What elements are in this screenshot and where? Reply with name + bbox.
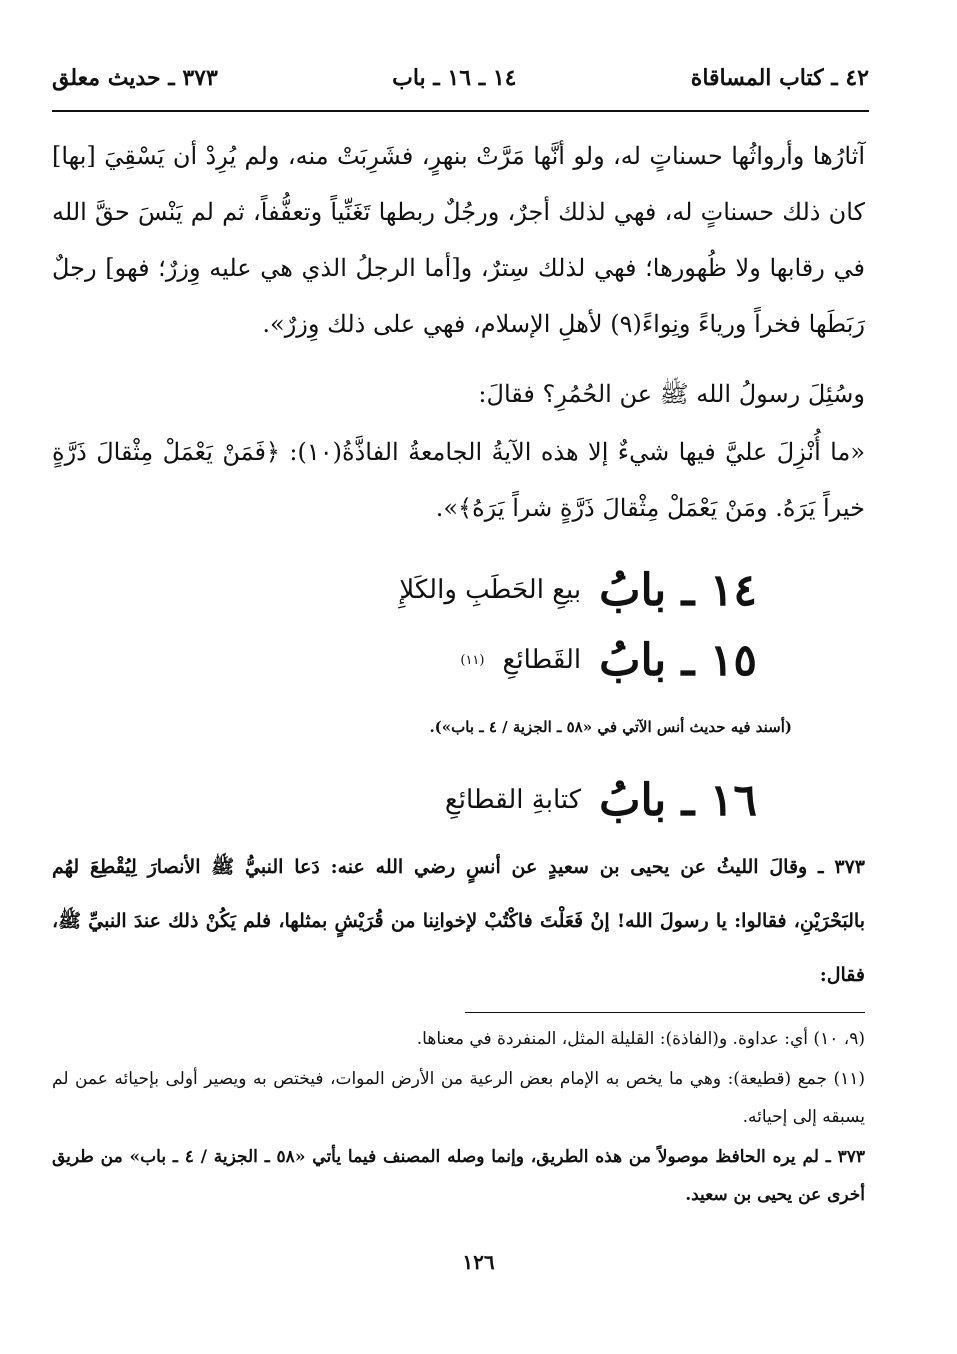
header-chapter: ٤٢ ـ كتاب المساقاة — [690, 65, 869, 91]
header-divider — [52, 110, 869, 112]
bab-15-heading — [460, 625, 757, 695]
bab-number: ١٤ ـ بابُ — [599, 564, 757, 616]
question-line: وسُئِلَ رسولُ الله ﷺ عن الحُمُرِ؟ فقالَ: — [478, 380, 865, 408]
footnote-11: (١١) جمع (قطيعة): وهي ما يخص به الإمام بعض الرعية من الأرض الموات، فيختص به ويصير أولى بإحيائه عمن لم يسبقه إلى إحيائه. — [52, 1069, 865, 1127]
footnote-9-10: (٩، ١٠) أي: عداوة. و(الفاذة): القليلة المثل، المنفردة في معناها. — [416, 1029, 865, 1049]
bab-number: ١٥ ـ بابُ — [599, 634, 757, 686]
bab-title: القَطائعِ — [502, 645, 582, 675]
running-header — [52, 58, 869, 98]
hadith-answer: «ما أُنْزِلَ عليَّ فيها شيءٌ إلا هذه الآيةُ الجامعةُ الفاذَّةُ(١٠): ﴿فَمَنْ يَعْمَلْ مِثْقالَ ذَرَّةٍ خيراً يَرَهُ. ومَنْ يَعْمَلْ مِثْقالَ ذَرَّةٍ شراً يَرَهُ﴾». — [52, 438, 865, 522]
header-hadith: ٣٧٣ ـ حديث معلق — [52, 65, 218, 91]
page-number: ١٢٦ — [462, 1250, 495, 1274]
hadith-373: ٣٧٣ ـ وقالَ الليثُ عن يحيى بن سعيدٍ عن أنسٍ رضي الله عنه: دَعا النبيُّ ﷺ الأنصارَ لِيُقْطِعَ لهُم بالبَحْرَيْنِ، فقالوا: يا رسولَ الله! إنْ فَعَلْتَ فاكْتُبْ لإخوانِنا من قُرَيْشٍ بمثلها، فلم يَكُنْ ذلك عندَ النبيِّ ﷺ، فقال: — [52, 856, 865, 986]
footnote-marker: (١١) — [460, 652, 485, 668]
bab-14-heading — [399, 555, 757, 625]
bab-title: بيعِ الحَطَبِ والكَلإِ — [399, 575, 582, 605]
bab-number: ١٦ ـ بابُ — [599, 774, 757, 826]
header-babs: ١٤ ـ ١٦ ـ باب — [392, 65, 517, 91]
footnote-373: ٣٧٣ ـ لم يره الحافظ موصولاً من هذه الطريق، وإنما وصله المصنف فيما يأتي «٥٨ ـ الجزية / ٤ ـ باب» من طريق أخرى عن يحيى بن سعيد. — [52, 1147, 866, 1205]
footnote-divider — [465, 1012, 865, 1013]
asnad-note: (أسند فيه حديث أنس الآتي في «٥٨ ـ الجزية / ٤ ـ باب»). — [429, 718, 792, 736]
bab-title: كتابةِ القطائعِ — [444, 785, 582, 815]
hadith-continuation: آثارُها وأرواثُها حسناتٍ له، ولو أنَّها مَرَّتْ بنهرٍ، فشَرِبَتْ منه، ولم يُرِدْ أن يَسْقِيَ [بها] كان ذلك حسناتٍ له، فهي لذلك أجرٌ، ورجُلٌ ربطها تَغَنِّياً وتعفُّفاً، ثم لم يَنْسَ حقَّ الله في رقابها ولا ظُهورها؛ فهي لذلك سِترٌ، و[أما الرجلُ الذي هي عليه وِزرٌ؛ فهو] رجلٌ رَبَطَها فخراً ورياءً ونِواءً(٩) لأهلِ الإسلام، فهي على ذلك وِزرٌ». — [52, 142, 865, 338]
bab-16-heading — [445, 765, 757, 835]
